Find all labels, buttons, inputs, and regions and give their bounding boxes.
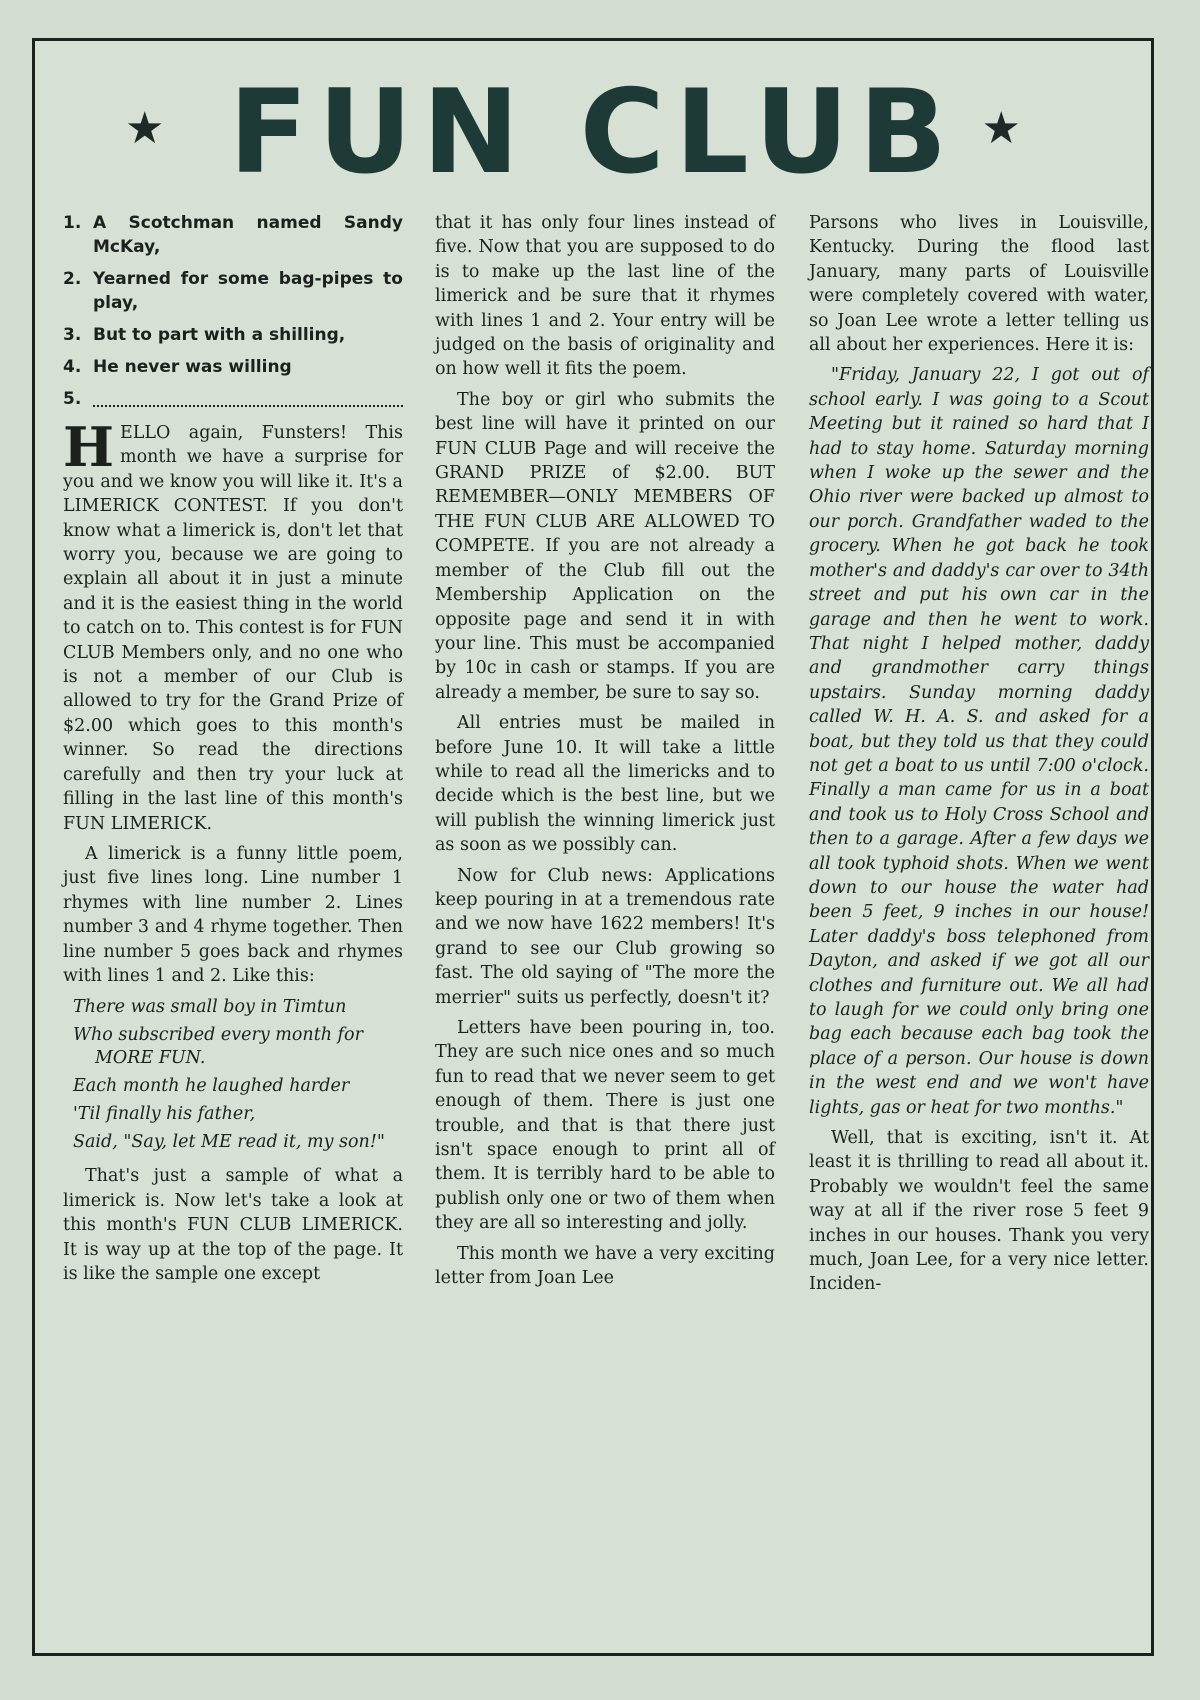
column-3 (809, 211, 1149, 1303)
sample-poem (73, 996, 403, 1154)
contest-instructions: that it has only four lines instead of five. Now that you are supposed to do is to make up the last line of the limerick and be sure that it rhymes with lines 1 and 2. Your entry will be judged on the basis of originality and on how well it fits the poem. (435, 213, 775, 380)
poem-line-2: Who subscribed every month for MORE FUN. (73, 1025, 363, 1069)
letter-intro-continued: Parsons who lives in Louisville, Kentucky. During the flood last January, many parts of Louisville were completely covered with water, so Joan Lee wrote a letter telling us all about her experiences. Here it is: (809, 213, 1149, 356)
masthead (35, 63, 1151, 203)
club-news-paragraph: Now for Club news: Applications keep pouring in at a tremendous rate and we now have 1622 members! It's grand to see our Club growing so fast. The old saying of "The more the merrier" suits us perfectly, doesn't it? (435, 865, 775, 1008)
closing-paragraph: Well, that is exciting, isn't it. At least it is thrilling to read all about it. Probably we wouldn't feel the same way at all if the river rose 5 feet 9 inches in our houses. Thank you very much, Joan Lee, for a very nice letter. Inciden- (809, 1128, 1149, 1295)
limerick-line-text: But to part with a shilling, (93, 325, 346, 345)
star-icon-left: ★ (125, 103, 165, 154)
limerick-line-3 (63, 323, 403, 347)
limerick-line-2 (63, 267, 403, 315)
poem-line-4: 'Til finally his father, (73, 1104, 256, 1125)
deadline-paragraph: All entries must be mailed in before June 10. It will take a little while to read all the limericks and to decide which is the best line, but we will publish the winning limerick just as soon as we possibly can. (435, 713, 775, 856)
prize-paragraph: The boy or girl who submits the best line will have it printed on our FUN CLUB Page and will receive the GRAND PRIZE of $2.00. BUT REMEMBER—ONLY MEMBERS OF THE FUN CLUB ARE ALLOWED TO COMPETE. If you are not already a member of the Club fill out the Membership Application on the opposite page and send it in with your line. This must be accompanied by 10c in cash or stamps. If you are already a member, be sure to say so. (435, 389, 775, 703)
page-title: FUN CLUB (228, 65, 958, 200)
limerick-line-number: 4. (63, 357, 82, 377)
limerick-line-1 (63, 211, 403, 259)
limerick-blank-line (93, 387, 403, 407)
limerick-line-number: 1. (63, 213, 82, 233)
column-2 (435, 211, 775, 1296)
limerick-line-5 (63, 387, 403, 411)
limerick-line-text: A Scotchman named Sandy McKay, (93, 213, 403, 257)
poem-line-5: Said, "Say, let ME read it, my son!" (73, 1132, 385, 1153)
reader-letter (809, 363, 1149, 1120)
column-1 (63, 211, 403, 1292)
sample-followup: That's just a sample of what a limerick is. Now let's take a look at this month's FUN CLUB LIMERICK. It is way up at the top of the page. It is like the sample one except (63, 1166, 403, 1284)
limerick-line-4 (63, 355, 403, 379)
limerick-line-text: Yearned for some bag-pipes to play, (93, 269, 403, 313)
contest-limerick (63, 211, 403, 411)
page-frame (32, 38, 1154, 1656)
limerick-line-number: 5. (63, 389, 82, 409)
letter-text: "Friday, January 22, I got out of school early. I was going to a Scout Meeting but it rained so hard that I had to stay home. Saturday morning when I woke up the sewer and the Ohio river were backed up almost to our porch. Grandfather waded to the grocery. When he got back he took mother's and daddy's car over to 34th street and put his own car in the garage and then he went to work. That night I helped mother, daddy and grandmother carry things upstairs. Sunday morning daddy called W. H. A. S. and asked for a boat, but they told us that they could not get a boat to us until 7:00 o'clock. Finally a man came for us in a boat and took us to Holy Cross School and then to a garage. After a few days we all took typhoid shots. When we went down to our house the water had been 5 feet, 9 inches in our house! Later daddy's boss telephoned from Dayton, and asked if we got all our clothes and furniture out. We all had to laugh for we could only bring one bag each because each bag took the place of a person. Our house is down in the west end and we won't have lights, gas or heat for two months." (809, 365, 1149, 1118)
drop-cap: H (63, 415, 115, 479)
letters-paragraph: Letters have been pouring in, too. They are such nice ones and so much fun to read that we never seem to get enough of them. There is just one trouble, and that is that there just isn't space enough to print all of them. It is terribly hard to be able to publish only one or two of them when they are all so interesting and jolly. (435, 1018, 775, 1234)
limerick-line-text: He never was willing (93, 357, 292, 377)
intro-paragraph (63, 415, 403, 836)
poem-line-1: There was small boy in Timtun (73, 997, 347, 1018)
letter-intro: This month we have a very exciting letter from Joan Lee (435, 1243, 775, 1289)
limerick-line-number: 2. (63, 269, 82, 289)
intro-text: ELLO again, Funsters! This month we have a surprise for you and we know you will like it. It's a LIMERICK CONTEST. If you don't know what a limerick is, don't let that worry you, because we are going to explain all about it in just a minute and it is the easiest thing in the world to catch on to. This contest is for FUN CLUB Members only, and no one who is not a member of our Club is allowed to try for the Grand Prize of $2.00 which goes to this month's winner. So read the directions carefully and then try your luck at filling in the last line of this month's FUN LIMERICK. (63, 423, 403, 834)
limerick-line-number: 3. (63, 325, 82, 345)
star-icon-right: ★ (981, 103, 1021, 154)
limerick-explanation: A limerick is a funny little poem, just five lines long. Line number 1 rhymes with line number 2. Lines number 3 and 4 rhyme together. Then line number 5 goes back and rhymes with lines 1 and 2. Like this: (63, 843, 403, 986)
poem-line-3: Each month he laughed harder (73, 1076, 350, 1097)
